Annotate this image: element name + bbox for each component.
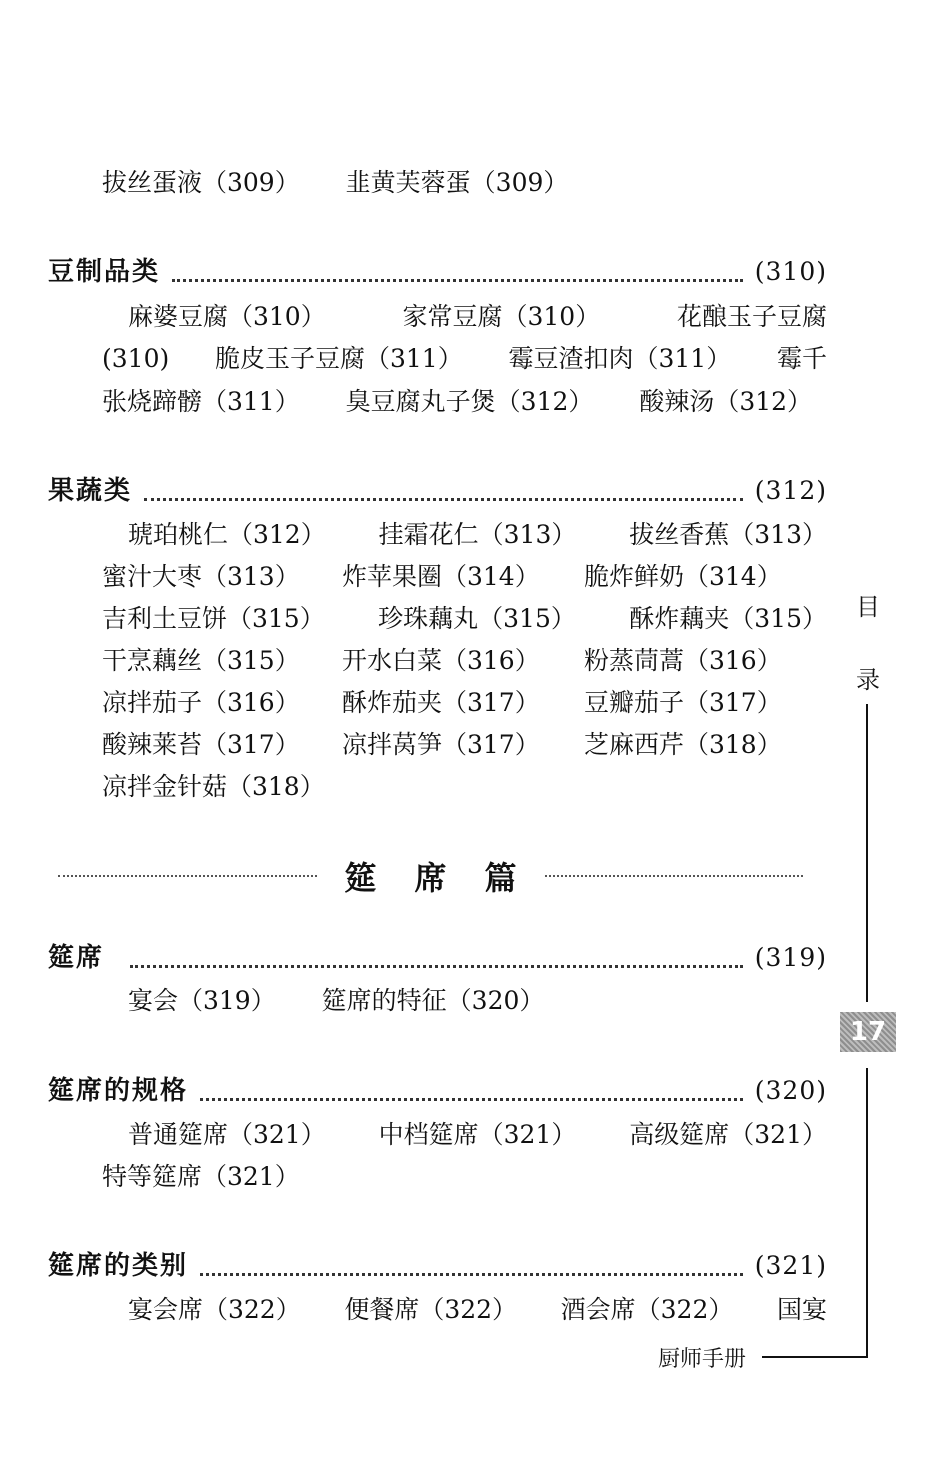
toc-entry: 中档筵席（321） xyxy=(378,1120,577,1149)
toc-entry: 凉拌金针菇（318） xyxy=(102,772,325,801)
heading-page: (319) xyxy=(754,943,827,972)
toc-line xyxy=(128,984,853,1018)
section-rule-right xyxy=(545,875,804,877)
toc-entry: 臭豆腐丸子煲（312） xyxy=(345,387,594,416)
toc-line xyxy=(128,1118,827,1152)
heading-title: 筵席的规格 xyxy=(48,1076,189,1106)
toc-heading-fruit-veg xyxy=(48,474,827,508)
toc-entry: 张烧蹄髈（311） xyxy=(102,387,300,416)
toc-line xyxy=(102,686,827,720)
section-rule-left xyxy=(58,875,317,877)
toc-entry: 麻婆豆腐（310） xyxy=(128,302,326,331)
toc-line xyxy=(128,1293,827,1327)
heading-title: 筵席 xyxy=(48,943,105,973)
toc-entry: 普通筵席（321） xyxy=(128,1120,326,1149)
toc-line xyxy=(102,560,827,594)
heading-title: 豆制品类 xyxy=(48,257,161,287)
heading-page: (310) xyxy=(754,257,827,286)
toc-line xyxy=(102,644,827,678)
toc-line xyxy=(102,770,827,804)
toc-entry: 酸辣汤（312） xyxy=(639,387,813,416)
toc-entry: 高级筵席（321） xyxy=(629,1120,827,1149)
dot-leader xyxy=(130,961,743,968)
toc-entry: 特等筵席（321） xyxy=(102,1162,300,1191)
dot-leader xyxy=(172,275,743,282)
toc-entry: 挂霜花仁（313） xyxy=(378,520,577,549)
sidebar-label-lu: 录 xyxy=(856,666,880,694)
toc-entry: 吉利土豆饼（315） xyxy=(102,604,325,633)
footer-book-title: 厨师手册 xyxy=(658,1347,747,1372)
toc-entry: 筵席的特征（320） xyxy=(321,986,545,1015)
toc-entry: (310) xyxy=(102,344,170,373)
heading-page: (312) xyxy=(754,476,827,505)
footer-rule xyxy=(762,1356,868,1358)
sidebar-rule-lower xyxy=(866,1068,868,1358)
toc-entry: 炸苹果圈（314） xyxy=(342,562,540,591)
toc-entry: 花酿玉子豆腐 xyxy=(676,302,827,331)
toc-entry: 韭黄芙蓉蛋（309） xyxy=(345,168,569,197)
heading-page: (321) xyxy=(754,1251,827,1280)
toc-entry: 脆炸鲜奶（314） xyxy=(584,562,782,591)
toc-entry: 拔丝蛋液（309） xyxy=(102,168,300,197)
toc-line xyxy=(102,166,827,200)
sidebar-label-mu: 目 xyxy=(856,593,880,621)
toc-heading-banquet-type xyxy=(48,1249,827,1283)
heading-title: 果蔬类 xyxy=(48,476,133,506)
toc-entry: 酥炸藕夹（315） xyxy=(629,604,827,633)
toc-entry: 便餐席（322） xyxy=(344,1295,518,1324)
toc-heading-banquet-spec xyxy=(48,1074,827,1108)
toc-entry: 芝麻西芹（318） xyxy=(584,730,782,759)
sidebar-rule-upper xyxy=(866,704,868,1002)
toc-entry: 粉蒸茼蒿（316） xyxy=(584,646,782,675)
heading-title: 筵席的类别 xyxy=(48,1251,189,1281)
toc-entry: 霉豆渣扣肉（311） xyxy=(508,344,732,373)
toc-entry: 国宴 xyxy=(776,1295,827,1324)
toc-line xyxy=(102,385,827,419)
toc-line xyxy=(102,728,827,762)
toc-entry: 凉拌莴笋（317） xyxy=(342,730,540,759)
toc-entry: 琥珀桃仁（312） xyxy=(128,520,326,549)
toc-entry: 豆瓣茄子（317） xyxy=(584,688,782,717)
toc-entry: 开水白菜（316） xyxy=(342,646,540,675)
toc-entry: 蜜汁大枣（313） xyxy=(102,562,300,591)
toc-entry: 宴会（319） xyxy=(128,986,276,1015)
toc-line xyxy=(102,342,827,376)
toc-line xyxy=(128,300,827,334)
toc-entry: 脆皮玉子豆腐（311） xyxy=(215,344,463,373)
toc-entry: 宴会席（322） xyxy=(128,1295,301,1324)
toc-line xyxy=(128,518,827,552)
toc-line xyxy=(102,1160,827,1194)
dot-leader xyxy=(144,494,743,501)
toc-entry: 凉拌茄子（316） xyxy=(102,688,300,717)
toc-heading-soy xyxy=(48,255,827,289)
toc-line xyxy=(102,602,827,636)
toc-entry: 干烹藕丝（315） xyxy=(102,646,300,675)
toc-entry: 家常豆腐（310） xyxy=(402,302,601,331)
toc-heading-banquet xyxy=(48,941,827,975)
toc-entry: 珍珠藕丸（315） xyxy=(378,604,576,633)
heading-page: (320) xyxy=(754,1076,827,1105)
toc-entry: 拔丝香蕉（313） xyxy=(629,520,827,549)
page-number-badge: 17 xyxy=(840,1012,896,1052)
section-heading xyxy=(58,853,803,899)
toc-entry: 酥炸茄夹（317） xyxy=(342,688,540,717)
dot-leader xyxy=(200,1269,743,1276)
dot-leader xyxy=(200,1094,743,1101)
toc-entry: 霉千 xyxy=(776,344,827,373)
toc-entry: 酒会席（322） xyxy=(560,1295,734,1324)
toc-entry: 酸辣莱苔（317） xyxy=(102,730,300,759)
section-title: 筵席篇 xyxy=(344,859,555,897)
